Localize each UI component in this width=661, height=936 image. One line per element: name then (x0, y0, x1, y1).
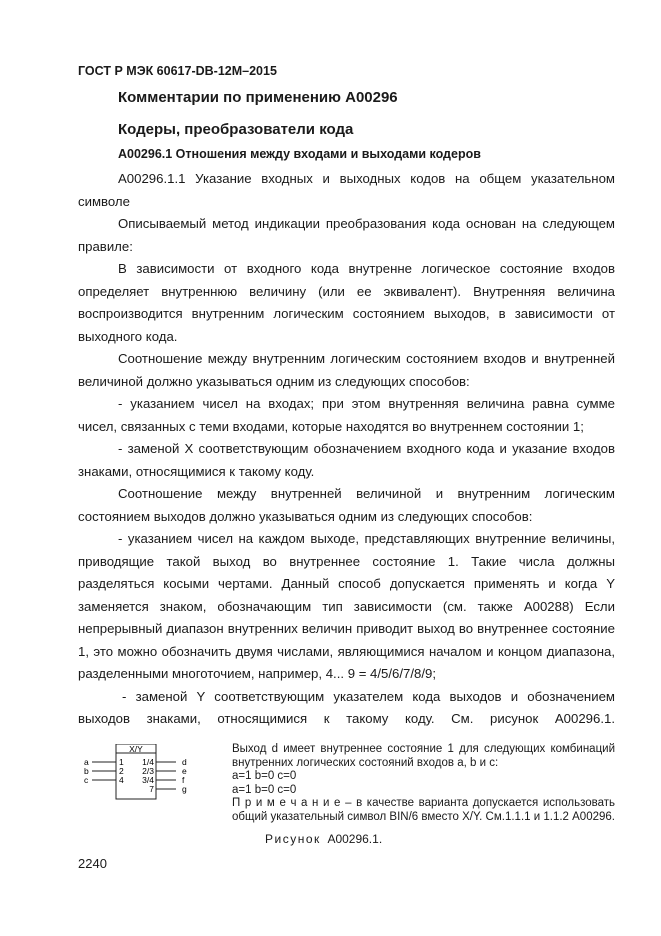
note-text: – в качестве варианта допускается использовать общий указательный символ BIN/6 вместо X/Y. См.1.1.1 и 1.1.2 А00296. (232, 797, 616, 823)
output-values: 2/3 (142, 766, 154, 776)
output-values: 7 (149, 784, 154, 794)
figure-number: А00296.1. (327, 832, 383, 846)
paragraph: В зависимости от входного кода внутренне логическое состояние входов определяет внутреннюю величину (или ее эквивалент). Внутренняя величина воспроизводится внутренним логическим состоянием выходов, в зависимости от выходного кода. (78, 261, 615, 344)
page-number: 2240 (78, 856, 107, 871)
output-pin-label: f (182, 775, 185, 785)
paragraph: Описываемый метод индикации преобразования кода основан на следующем правиле: (78, 216, 615, 254)
output-pin-label: d (182, 757, 187, 767)
body-text (78, 168, 615, 731)
input-weight: 4 (119, 775, 124, 785)
paragraph: Соотношение между внутренней величиной и внутренним логическим состоянием выходов должно указываться одним из следующих способов: (78, 486, 615, 524)
figure-caption (232, 743, 615, 824)
clause-title: А00296.1 Отношения между входами и выходами кодеров (118, 147, 481, 161)
input-weight: 1 (119, 757, 124, 767)
output-pin-label: g (182, 784, 187, 794)
paragraph: А00296.1.1 Указание входных и выходных кодов на общем указательном символе (78, 171, 615, 209)
figure-word: Рисунок (265, 832, 321, 846)
output-values: 3/4 (142, 775, 154, 785)
combination-line: a=1 b=0 c=0 (232, 783, 297, 796)
paragraph: - указанием чисел на каждом выходе, представляющих внутренние величины, приводящие такой выход во внутреннее состояние 1. Такие числа должны разделяться косыми чертами. Данный способ допускается применять и когда Y заменяется знаком, обозначающим тип зависимости (см. также А00288) Если непрерывный диапазон внутренних величин приводит выход во внутреннее состояние 1, это можно обозначить двумя числами, являющимися началом и концом диапазона, разделенными многоточием, например, 4... 9 = 4/5/6/7/8/9; (78, 531, 615, 681)
paragraph: Соотношение между внутренним логическим состоянием входов и внутренней величиной должно указываться одним из следующих способов: (78, 351, 615, 389)
paragraph: - заменой Y соответствующим указателем кода выходов и обозначением выходов знаками, относящимися к такому коду. См. рисунок А00296.1. (78, 688, 615, 726)
input-weight: 2 (119, 766, 124, 776)
section-title: Комментарии по применению А00296 (118, 89, 398, 106)
output-pin-label: e (182, 766, 187, 776)
subsection-title: Кодеры, преобразователи кода (118, 121, 354, 138)
output-values: 1/4 (142, 757, 154, 767)
input-pin-label: c (84, 775, 89, 785)
note-label: П р и м е ч а н и е (232, 797, 341, 809)
paragraph: - заменой X соответствующим обозначением входного кода и указание входов знаками, относящимися к такому коду. (78, 441, 615, 479)
combination-line: a=1 b=0 c=0 (232, 770, 297, 782)
figure-note (232, 797, 615, 824)
symbol-label: X/Y (129, 744, 143, 754)
caption-main: Выход d имеет внутреннее состояние 1 для следующих комбинаций внутренних логических состояний входов a, b и c: (232, 743, 615, 769)
standard-header: ГОСТ Р МЭК 60617-DB-12M–2015 (78, 64, 277, 78)
figure-label (265, 832, 382, 846)
input-pin-label: a (84, 757, 89, 767)
coder-symbol-figure (78, 744, 228, 824)
input-pin-label: b (84, 766, 89, 776)
paragraph: - указанием чисел на входах; при этом внутренняя величина равна сумме чисел, связанных с теми входами, которые находятся во внутреннем состоянии 1; (78, 396, 615, 434)
